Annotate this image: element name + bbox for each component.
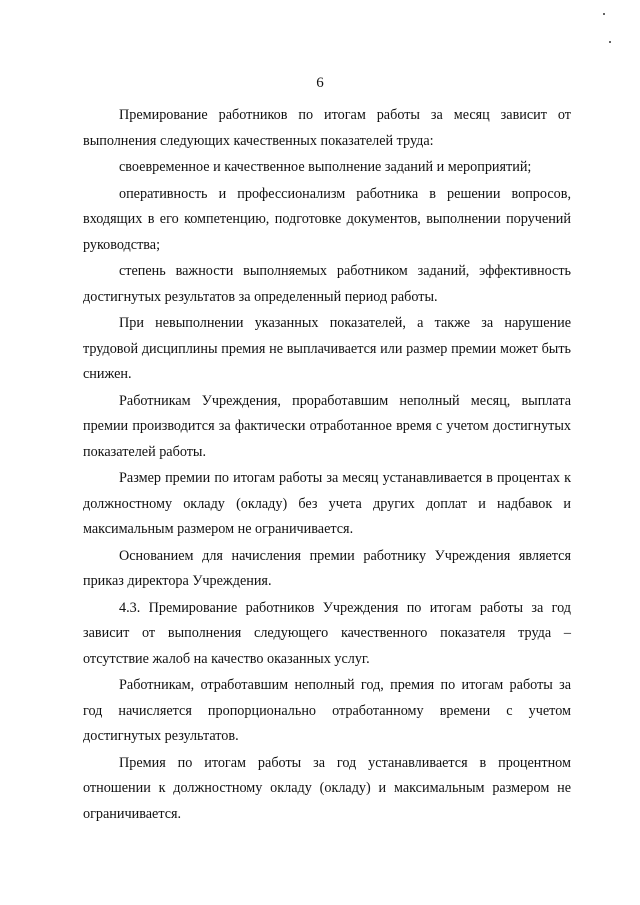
page-number: 6 bbox=[316, 75, 324, 91]
paragraph-criterion-importance: степень важности выполняемых работником заданий, эффективность достигнутых результатов за определенный период работы. bbox=[83, 263, 571, 305]
paragraph-monthly-bonus-size: Размер премии по итогам работы за месяц устанавливается в процентах к должностному окладу (окладу) без учета других доплат и надбавок и максимальным размером не ограничивается. bbox=[83, 470, 571, 537]
paragraph-incomplete-month: Работникам Учреждения, проработавшим неполный месяц, выплата премии производится за фактически отработанное время с учетом достигнутых показателей работы. bbox=[83, 392, 571, 460]
paragraph-incomplete-year: Работникам, отработавшим неполный год, премия по итогам работы за год начисляется пропорционально отработанному времени с учетом достигнутых результатов. bbox=[83, 677, 571, 744]
paragraph-criterion-timely: своевременное и качественное выполнение заданий и мероприятий; bbox=[119, 159, 532, 175]
paragraph-non-fulfillment: При невыполнении указанных показателей, а также за нарушение трудовой дисциплины премия не выплачивается или размер премии может быть снижен. bbox=[83, 315, 571, 382]
scan-speck bbox=[609, 41, 611, 43]
scan-speck bbox=[603, 13, 605, 15]
paragraph-criterion-efficiency: оперативность и профессионализм работника в решении вопросов, входящих в его компетенцию, подготовке документов, выполнении поручений руководства; bbox=[83, 185, 571, 253]
paragraph-bonus-basis: Основанием для начисления премии работнику Учреждения является приказ директора Учреждения. bbox=[83, 547, 571, 589]
document-body bbox=[83, 103, 571, 827]
paragraph-annual-bonus-size: Премия по итогам работы за год устанавливается в процентном отношении к должностному окладу (окладу) и максимальным размером не ограничивается. bbox=[83, 754, 571, 822]
paragraph-section-4-3: 4.3. Премирование работников Учреждения по итогам работы за год зависит от выполнения следующего качественного показателя труда – отсутствие жалоб на качество оказанных услуг. bbox=[83, 599, 571, 667]
paragraph-monthly-bonus-intro: Премирование работников по итогам работы за месяц зависит от выполнения следующих качественных показателей труда: bbox=[83, 107, 571, 149]
